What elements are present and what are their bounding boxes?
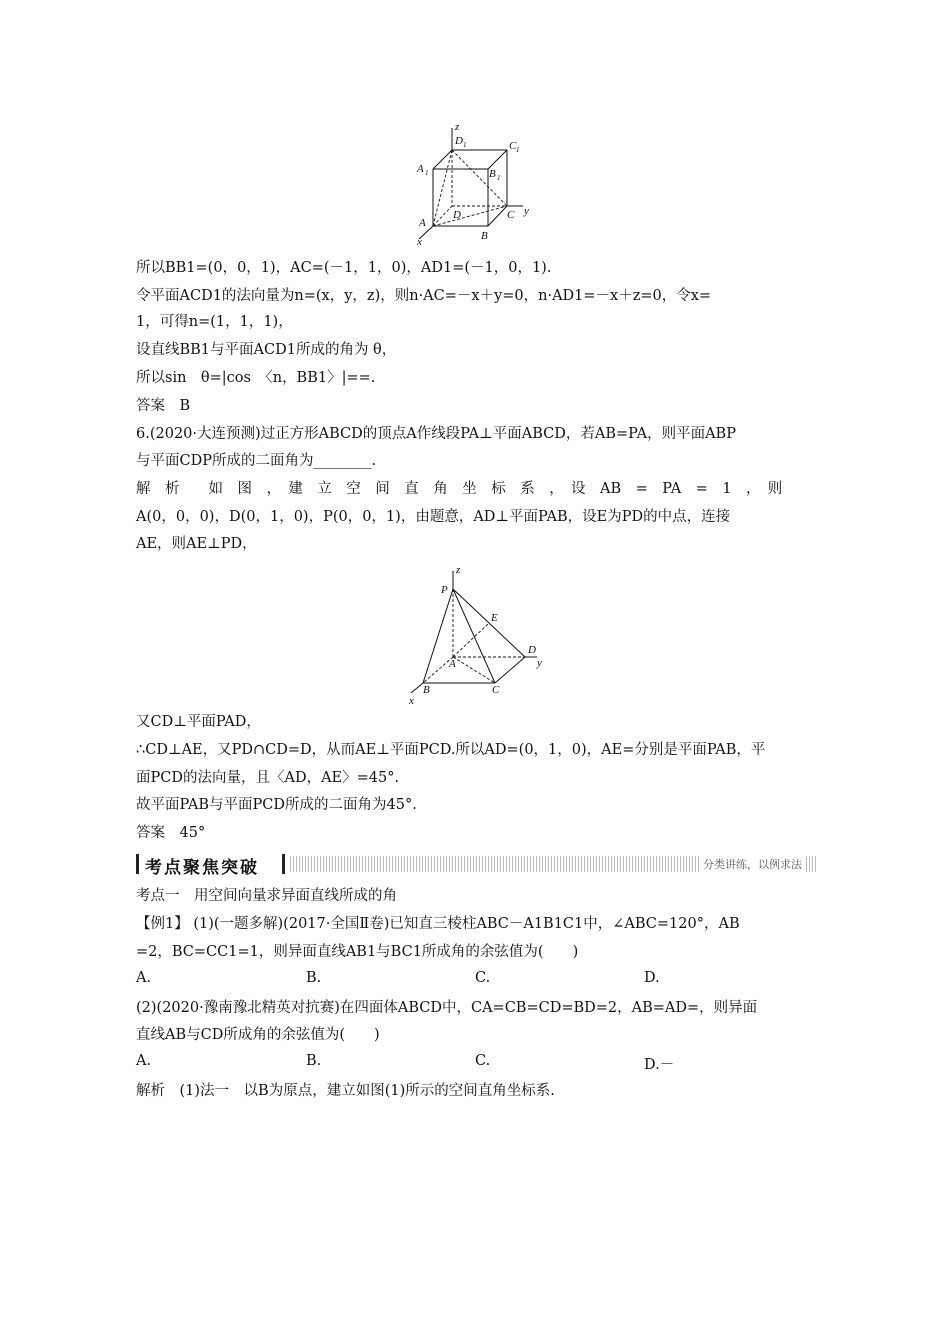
label-B1-sub: 1 [497, 174, 501, 182]
label-B: B [481, 230, 488, 242]
label-A: A [419, 217, 426, 229]
text-line: 设直线BB1与平面ACD1所成的角为 θ， [136, 342, 397, 358]
label-x: x [409, 695, 414, 707]
label-D: D [453, 209, 461, 221]
answer: 答案 45° [136, 825, 206, 841]
option-d: D.－ [644, 1057, 675, 1073]
text-line: 所以BB1=(0，0，1)，AC=(－1，1，0)，AD1=(－1，0，1). [136, 260, 552, 276]
option-c: C. [475, 1053, 491, 1069]
text-line: 又CD⊥平面PAD， [136, 714, 261, 730]
option-a: A. [136, 1053, 152, 1069]
label-C1-sub: 1 [516, 146, 520, 154]
label-D1-sub: 1 [463, 141, 467, 149]
label-A: A [449, 658, 456, 670]
text-line: (2)(2020·豫南豫北精英对抗赛)在四面体ABCD中，CA=CB=CD=BD=2，AB=AD=，则异面 [136, 1000, 758, 1016]
label-B: B [423, 684, 430, 696]
section-banner [136, 852, 816, 876]
answer: 答案 B [136, 398, 191, 414]
banner-bar [136, 854, 139, 874]
label-D1: D [455, 135, 463, 147]
option-b: B. [306, 970, 322, 986]
label-B1: B [489, 168, 496, 180]
option-c: C. [475, 970, 491, 986]
label-z: z [456, 564, 461, 576]
label-z: z [455, 122, 460, 133]
banner-subtitle: 分类讲练，以例求法 [699, 856, 806, 872]
text-line: AE，则AE⊥PD， [136, 536, 257, 552]
label-C: C [492, 684, 500, 696]
text-line: 解析 (1)法一 以B为原点，建立如图(1)所示的空间直角坐标系. [136, 1083, 555, 1099]
label-P: P [441, 584, 448, 596]
text-line: A(0，0，0)，D(0，1，0)，P(0，0，1)，由题意，AD⊥平面PAB，设E为PD的中点，连接 [136, 509, 731, 525]
section-heading: 考点一 用空间向量求异面直线所成的角 [136, 888, 397, 904]
label-C: C [507, 209, 515, 221]
banner-title: 考点聚焦突破 [145, 858, 259, 878]
pyramid-figure [405, 563, 555, 708]
text-line: 解 析 如 图 ， 建 立 空 间 直 角 坐 标 系 ， 设 AB = PA = 1 ， 则 [136, 481, 783, 497]
text-line: 与平面CDP所成的二面角为________. [136, 453, 377, 469]
text-line: 故平面PAB与平面PCD所成的二面角为45°. [136, 797, 417, 813]
label-y: y [537, 657, 542, 669]
text-line: 所以sin θ=|cos 〈n，BB1〉|==. [136, 370, 376, 386]
label-C1: C [509, 140, 517, 152]
text-line: ∴CD⊥AE，又PD∩CD=D，从而AE⊥平面PCD.所以AD=(0，1，0)，AE=分别是平面PAB，平 [136, 742, 766, 758]
banner-bar [282, 854, 285, 874]
label-y: y [524, 205, 529, 217]
text-line: =2，BC=CC1=1，则异面直线AB1与BC1所成角的余弦值为( ) [136, 944, 579, 960]
question-6: 6.(2020·大连预测)过正方形ABCD的顶点A作线段PA⊥平面ABCD，若AB=PA，则平面ABP [136, 426, 736, 442]
label-E: E [491, 612, 498, 624]
example-1: 【例1】 (1)(一题多解)(2017·全国Ⅱ卷)已知直三棱柱ABC－A1B1C1中，∠ABC=120°，AB [136, 916, 740, 932]
option-d: D. [644, 970, 660, 986]
option-a: A. [136, 970, 152, 986]
text-line: 面PCD的法向量，且〈AD，AE〉=45°. [136, 770, 400, 786]
label-A1: A [417, 163, 424, 175]
text-line: 令平面ACD1的法向量为n=(x，y，z)，则n·AC=－x＋y=0，n·AD1=－x＋z=0，令x= [136, 288, 712, 304]
label-D: D [528, 644, 536, 656]
cube-figure [405, 122, 535, 247]
text-line: 1，可得n=(1，1，1)， [136, 314, 293, 330]
label-A1-sub: 1 [425, 169, 429, 177]
label-x: x [417, 236, 422, 247]
option-b: B. [306, 1053, 322, 1069]
text-line: 直线AB与CD所成角的余弦值为( ) [136, 1027, 380, 1043]
